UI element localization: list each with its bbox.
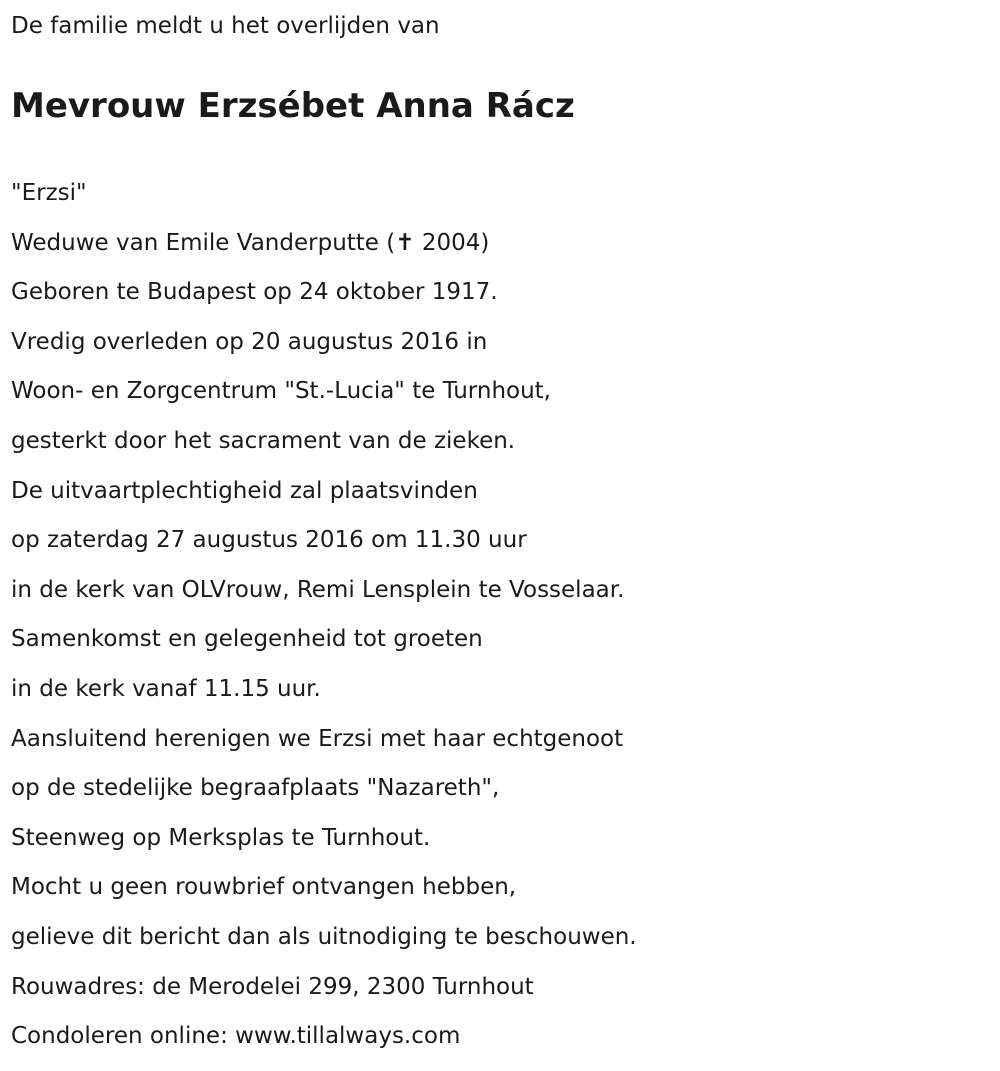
- notice-line: Mocht u geen rouwbrief ontvangen hebben,: [11, 874, 517, 901]
- notice-line: Vredig overleden op 20 augustus 2016 in: [11, 328, 488, 355]
- notice-line: Rouwadres: de Merodelei 299, 2300 Turnhout: [11, 973, 534, 1000]
- intro-text: De familie meldt u het overlijden van: [11, 13, 440, 39]
- condolence-website-line: Condoleren online: www.tillalways.com: [11, 1023, 461, 1050]
- notice-line: gesterkt door het sacrament van de zieken.: [11, 427, 516, 454]
- notice-line: Woon- en Zorgcentrum "St.-Lucia" te Turnhout,: [11, 378, 551, 405]
- notice-line: op de stedelijke begraafplaats "Nazareth",: [11, 775, 500, 802]
- notice-line: gelieve dit bericht dan als uitnodiging te beschouwen.: [11, 923, 637, 950]
- notice-line: Samenkomst en gelegenheid tot groeten: [11, 626, 483, 653]
- notice-line: in de kerk van OLVrouw, Remi Lensplein te Vosselaar.: [11, 576, 625, 603]
- obituary-notice: [11, 0, 1000, 1071]
- notice-line: "Erzsi": [11, 180, 87, 206]
- notice-line: Steenweg op Merksplas te Turnhout.: [11, 824, 431, 851]
- notice-line: Aansluitend herenigen we Erzsi met haar echtgenoot: [11, 725, 624, 752]
- notice-line: De uitvaartplechtigheid zal plaatsvinden: [11, 477, 478, 504]
- notice-line: Weduwe van Emile Vanderputte (✝ 2004): [11, 229, 490, 256]
- notice-line: op zaterdag 27 augustus 2016 om 11.30 uur: [11, 527, 527, 554]
- deceased-name: Mevrouw Erzsébet Anna Rácz: [11, 86, 575, 126]
- notice-line: Geboren te Budapest op 24 oktober 1917.: [11, 279, 498, 306]
- notice-body: [11, 177, 637, 1070]
- notice-line: in de kerk vanaf 11.15 uur.: [11, 675, 321, 702]
